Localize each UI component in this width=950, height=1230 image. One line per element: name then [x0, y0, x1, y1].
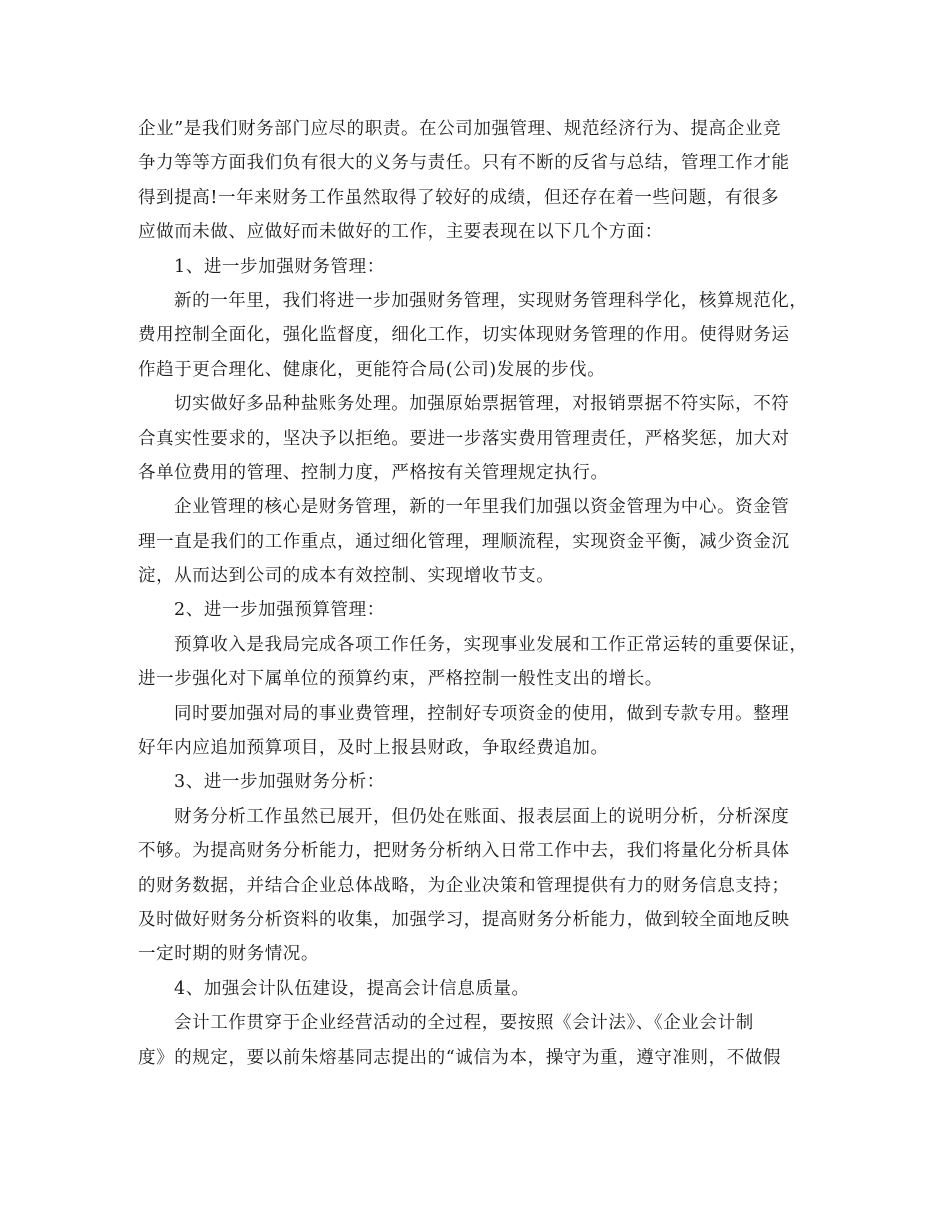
- text-line: 进一步强化对下属单位的预算约束，严格控制一般性支出的增长。: [138, 669, 663, 690]
- text-line: 得到提高!一年来财务工作虽然取得了较好的成绩，但还存在着一些问题，有很多: [138, 187, 780, 208]
- text-line: 预算收入是我局完成各项工作任务，实现事业发展和工作正常运转的重要保证，: [174, 634, 808, 655]
- text-line: 的财务数据，并结合企业总体战略，为企业决策和管理提供有力的财务信息支持；: [138, 875, 790, 896]
- text-line: 一定时期的财务情况。: [138, 944, 319, 965]
- text-line: 及时做好财务分析资料的收集，加强学习，提高财务分析能力，做到较全面地反映: [138, 909, 790, 930]
- document-body: [138, 112, 818, 1075]
- text-line: 理一直是我们的工作重点，通过细化管理，理顺流程，实现资金平衡，减少资金沉: [138, 531, 790, 552]
- text-line: 争力等等方面我们负有很大的义务与责任。只有不断的反省与总结，管理工作才能: [138, 153, 790, 174]
- text-line: 合真实性要求的，坚决予以拒绝。要进一步落实费用管理责任，严格奖惩，加大对: [138, 428, 790, 449]
- text-line: 各单位费用的管理、控制力度，严格按有关管理规定执行。: [138, 462, 609, 483]
- text-line: 企业管理的核心是财务管理，新的一年里我们加强以资金管理为中心。资金管: [174, 497, 790, 518]
- text-line: 度》的规定，要以前朱熔基同志提出的“诚信为本，操守为重，遵守准则，不做假: [138, 1047, 782, 1068]
- text-line: 作趋于更合理化、健康化，更能符合局(公司)发展的步伐。: [138, 359, 606, 380]
- text-line: 会计工作贯穿于企业经营活动的全过程，要按照《会计法》、《企业会计制: [174, 1013, 754, 1034]
- text-line: 不够。为提高财务分析能力，把财务分析纳入日常工作中去，我们将量化分析具体: [138, 841, 790, 862]
- text-line: 费用控制全面化，强化监督度，细化工作，切实体现财务管理的作用。使得财务运: [138, 325, 790, 346]
- text-line: 淀，从而达到公司的成本有效控制、实现增收节支。: [138, 566, 555, 587]
- text-line: 2、进一步加强预算管理：: [174, 600, 385, 621]
- text-line: 企业”是我们财务部门应尽的职责。在公司加强管理、规范经济行为、提高企业竞: [138, 119, 782, 139]
- text-line: 4、加强会计队伍建设，提高会计信息质量。: [174, 978, 530, 999]
- text-line: 切实做好多品种盐账务处理。加强原始票据管理，对报销票据不符实际，不符: [174, 394, 790, 415]
- text-line: 同时要加强对局的事业费管理，控制好专项资金的使用，做到专款专用。整理: [174, 703, 790, 724]
- text-line: 财务分析工作虽然已展开，但仍处在账面、报表层面上的说明分析，分析深度: [174, 806, 790, 827]
- text-line: 应做而未做、应做好而未做好的工作，主要表现在以下几个方面：: [138, 222, 663, 243]
- text-line: 新的一年里，我们将进一步加强财务管理，实现财务管理科学化，核算规范化，: [174, 290, 808, 311]
- text-line: 1、进一步加强财务管理：: [174, 256, 385, 277]
- text-line: 好年内应追加预算项目，及时上报县财政，争取经费追加。: [138, 738, 609, 759]
- text-line: 3、进一步加强财务分析：: [174, 772, 385, 793]
